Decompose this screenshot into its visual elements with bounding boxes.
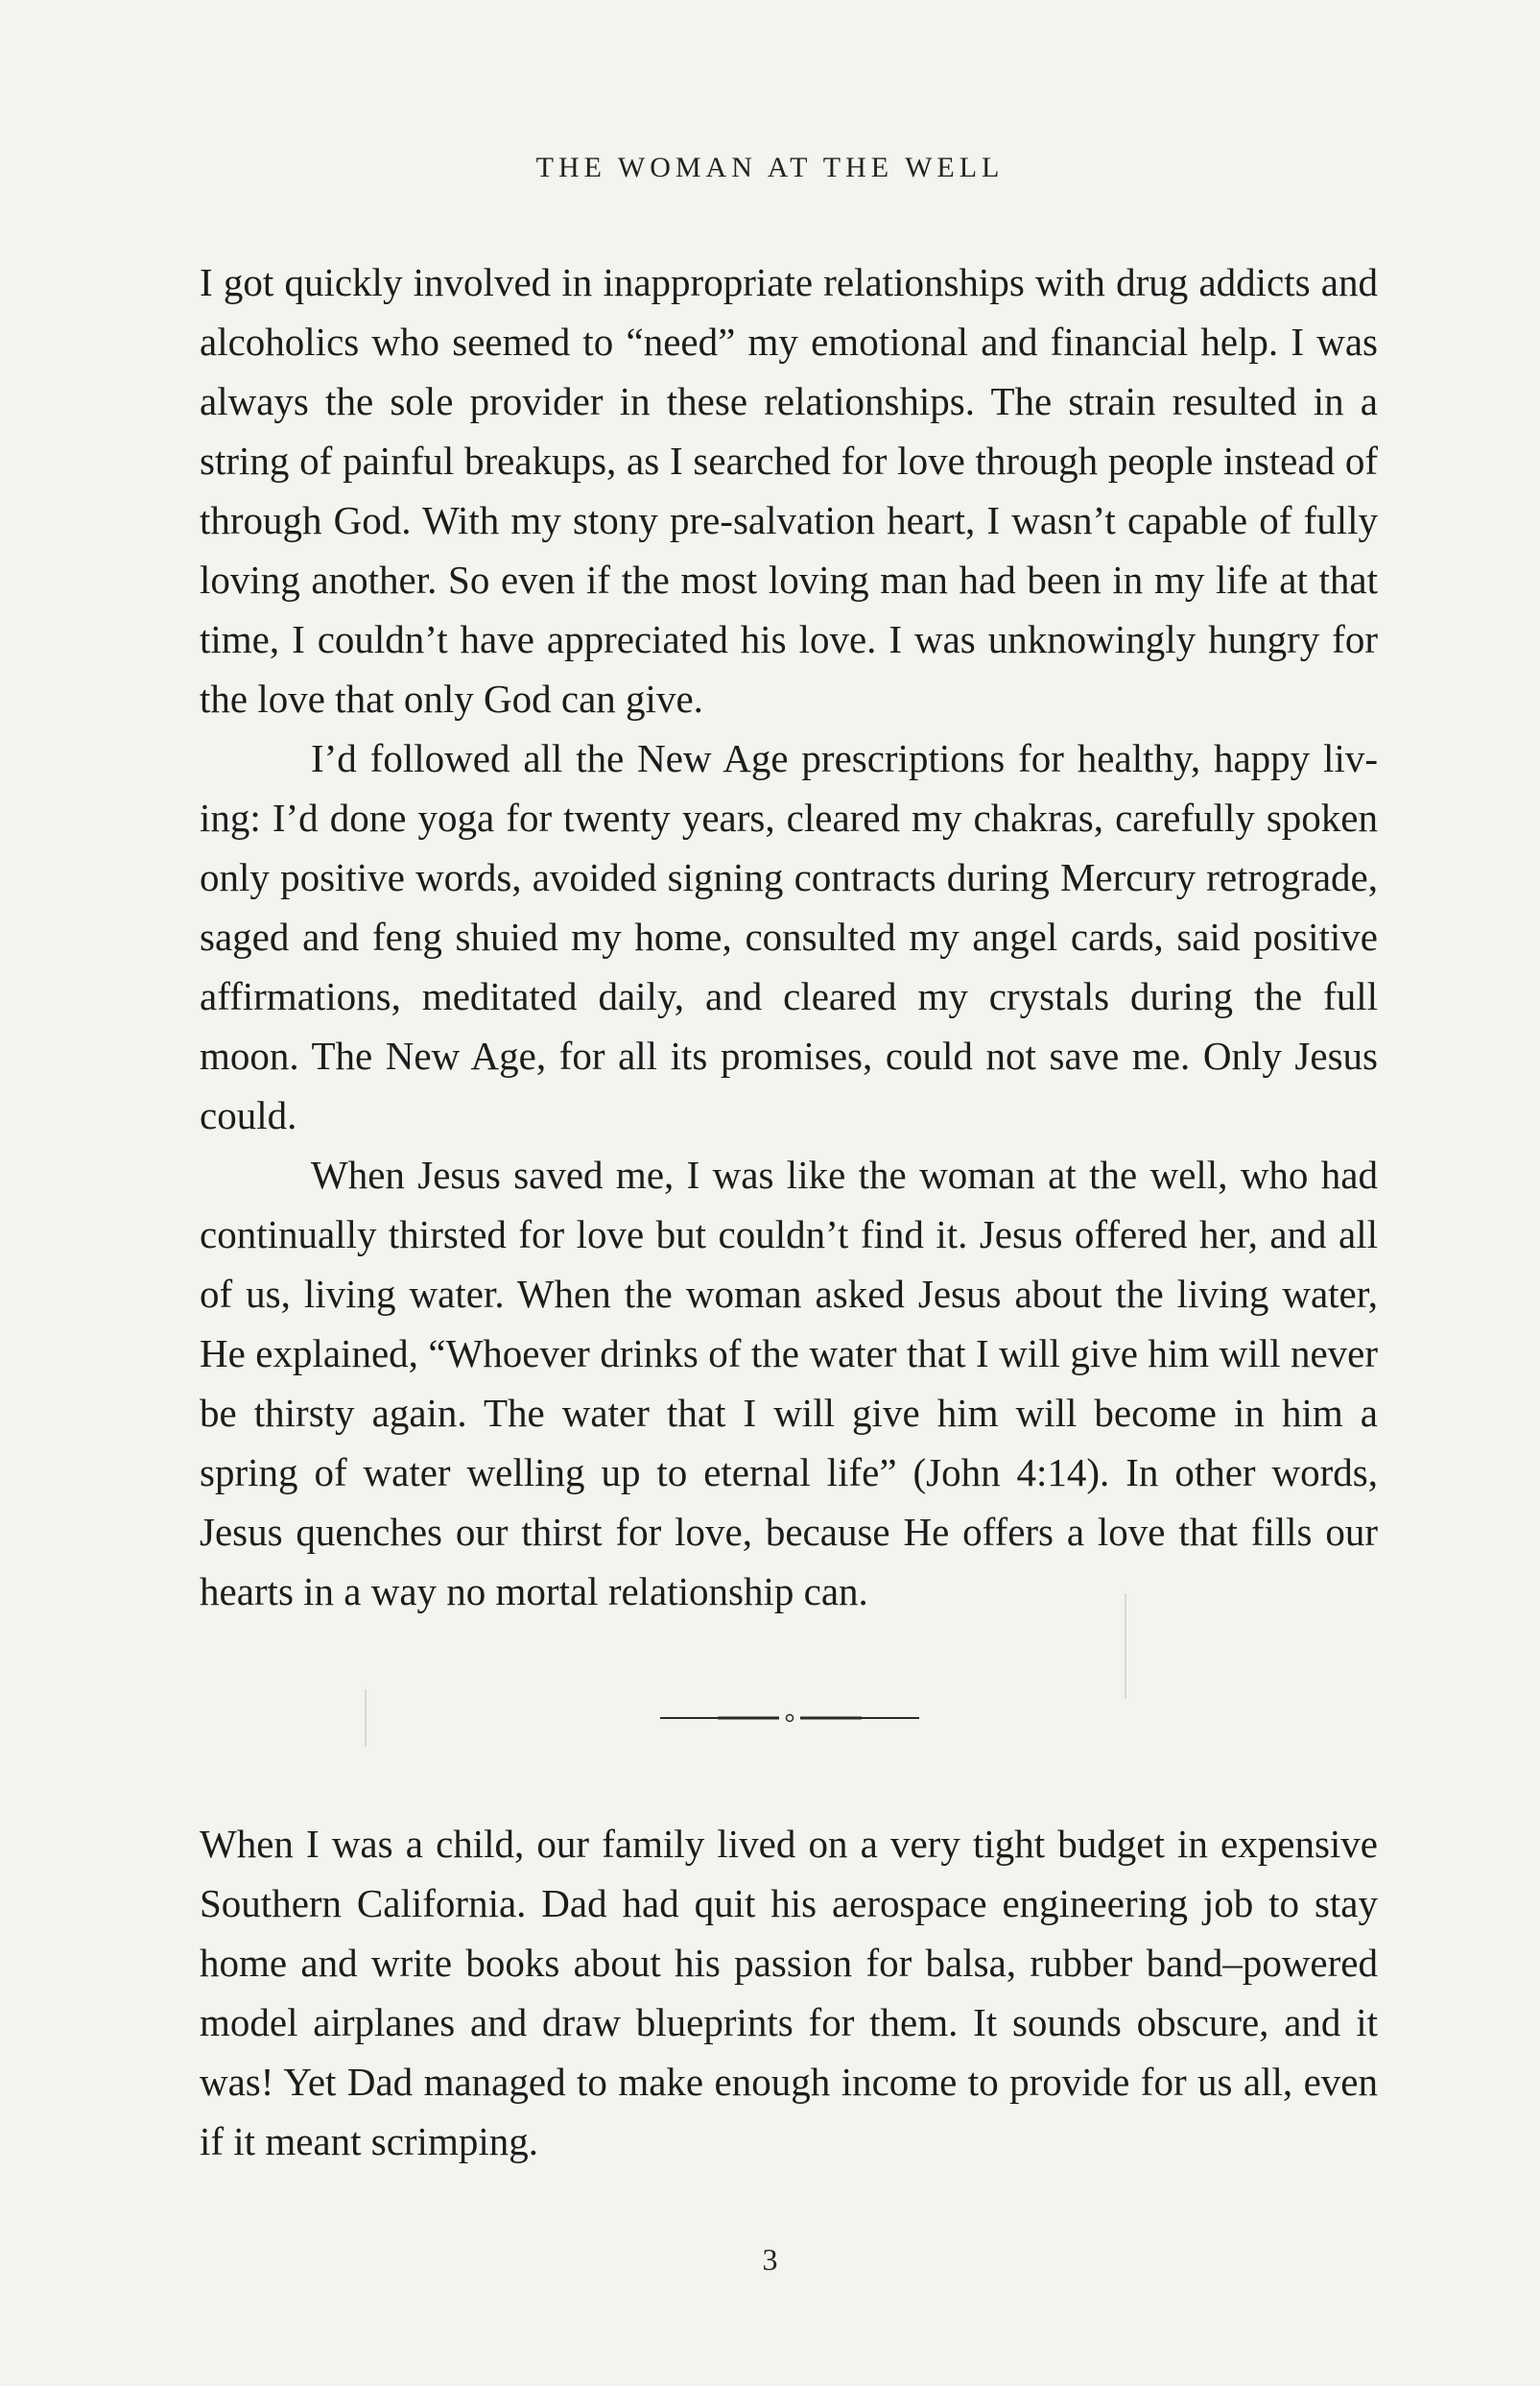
running-head: THE WOMAN AT THE WELL [535,152,1005,183]
scan-artifact-line [1125,1593,1126,1699]
paragraph-2: I’d followed all the New Age prescriptions for healthy, happy living: I’d done yoga for twenty years, cleared my chakras, carefully spoken only positive words, avoided signing contracts during Mercury retrograde, saged and feng shuied my home, consulted my angel cards, said positive affirmations, meditated daily, and cleared my crystals during the full moon. The New Age, for all its promises, could not save me. Only Jesus could. [200,736,1378,1137]
page-number: 3 [762,2242,778,2277]
paragraph-1: I got quickly involved in inappropriate relationships with drug addicts and alcoholics who seemed to “need” my emotional and financial help. I was always the sole provider in these relationships. The strain resulted in a string of painful breakups, as I searched for love through people instead of through God. With my stony pre-salvation heart, I wasn’t capable of fully loving another. So even if the most loving man had been in my life at that time, I couldn’t have appreciated his love. I was unknowingly hungry for the love that only God can give. [200,260,1378,721]
scan-artifact-line [365,1689,367,1747]
section-divider-ornament [660,1712,919,1724]
paragraph-3: When Jesus saved me, I was like the woman at the well, who had continually thirsted for love but couldn’t find it. Jesus offered her, and all of us, living water. When the woman asked Jesus about the living water, He explained, “Whoever drinks of the water that I will give him will never be thirsty again. The water that I will give him will become in him a spring of water welling up to eternal life” (John 4:14). In other words, Jesus quenches our thirst for love, because He offers a love that fills our hearts in a way no mortal relationship can. [200,1153,1378,1613]
divider-center-dot [787,1715,794,1722]
text-section-2 [200,1814,1378,2171]
paragraph-4: When I was a child, our family lived on a very tight budget in expensive Southern California. Dad had quit his aerospace engineering job to stay home and write books about his passion for balsa, rubber band–powered model airplanes and draw blueprints for them. It sounds obscure, and it was! Yet Dad managed to make enough income to provide for us all, even if it meant scrimping. [200,1822,1378,2163]
text-section-1 [200,252,1378,1621]
